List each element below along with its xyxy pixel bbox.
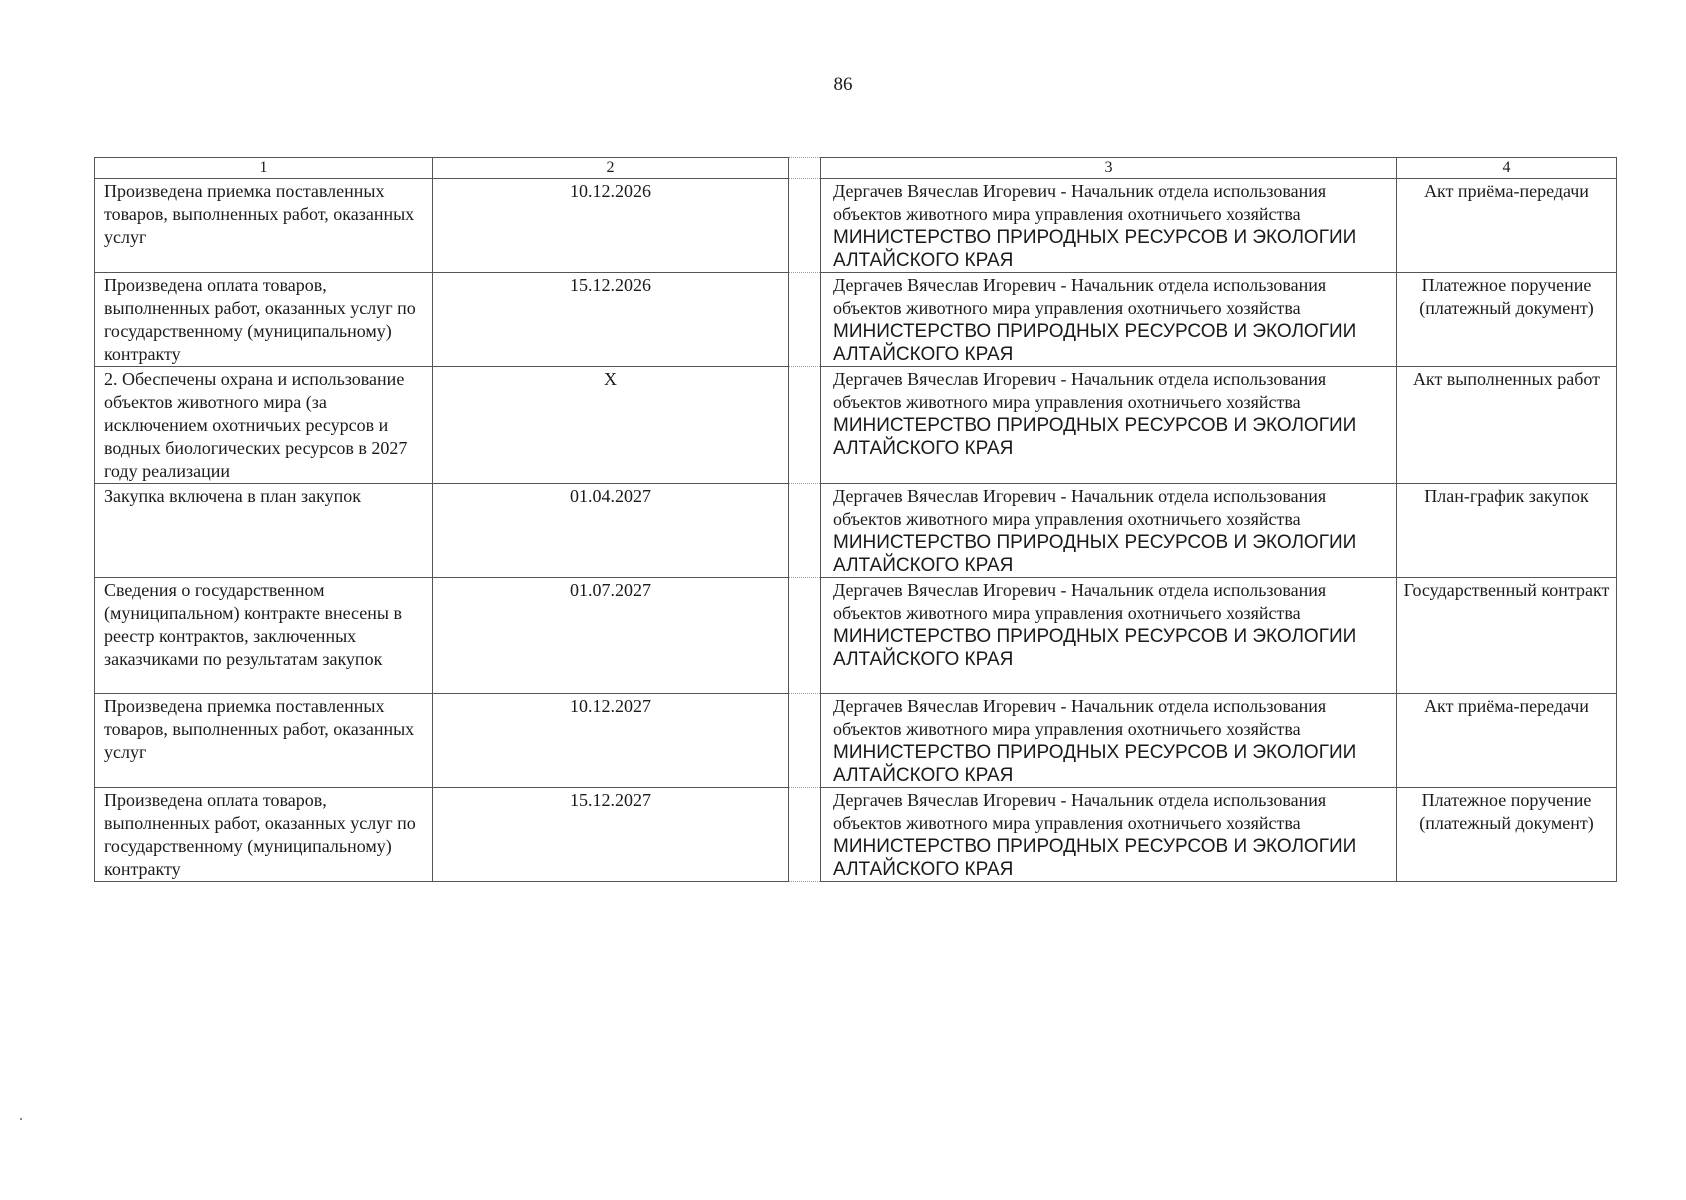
responsible-cell (821, 694, 1397, 788)
date-cell: 10.12.2027 (433, 694, 789, 788)
table-row (95, 367, 1617, 484)
responsible-organization: МИНИСТЕРСТВО ПРИРОДНЫХ РЕСУРСОВ И ЭКОЛОГИИ АЛТАЙСКОГО КРАЯ (833, 227, 1357, 271)
column-gap (789, 273, 821, 367)
responsible-person: Дергачев Вячеслав Игоревич - Начальник отдела использования объектов животного мира управления охотничьего хозяйства (833, 369, 1327, 412)
responsible-organization: МИНИСТЕРСТВО ПРИРОДНЫХ РЕСУРСОВ И ЭКОЛОГИИ АЛТАЙСКОГО КРАЯ (833, 415, 1357, 459)
column-gap (789, 158, 821, 179)
responsible-cell (821, 578, 1397, 694)
date-cell: 01.07.2027 (433, 578, 789, 694)
document-cell: Акт приёма-передачи (1397, 694, 1617, 788)
event-cell: Произведена приемка поставленных товаров, выполненных работ, оказанных услуг (95, 179, 433, 273)
column-header-2: 2 (433, 158, 789, 179)
page-number: 86 (833, 74, 853, 95)
document-cell: Платежное поручение (платежный документ) (1397, 788, 1617, 882)
event-cell: Произведена оплата товаров, выполненных работ, оказанных услуг по государственному (муниципальному) контракту (95, 788, 433, 882)
date-cell: X (433, 367, 789, 484)
responsible-person: Дергачев Вячеслав Игоревич - Начальник отдела использования объектов животного мира управления охотничьего хозяйства (833, 790, 1327, 833)
column-header-3: 3 (821, 158, 1397, 179)
responsible-organization: МИНИСТЕРСТВО ПРИРОДНЫХ РЕСУРСОВ И ЭКОЛОГИИ АЛТАЙСКОГО КРАЯ (833, 836, 1357, 880)
column-gap (789, 367, 821, 484)
responsible-organization: МИНИСТЕРСТВО ПРИРОДНЫХ РЕСУРСОВ И ЭКОЛОГИИ АЛТАЙСКОГО КРАЯ (833, 321, 1357, 365)
event-cell: Сведения о государственном (муниципальном) контракте внесены в реестр контрактов, заключенных заказчиками по результатам закупок (95, 578, 433, 694)
scan-artifact (20, 1118, 22, 1120)
document-cell: Акт приёма-передачи (1397, 179, 1617, 273)
document-cell: Платежное поручение (платежный документ) (1397, 273, 1617, 367)
column-header-4: 4 (1397, 158, 1617, 179)
table-row (95, 788, 1617, 882)
responsible-organization: МИНИСТЕРСТВО ПРИРОДНЫХ РЕСУРСОВ И ЭКОЛОГИИ АЛТАЙСКОГО КРАЯ (833, 532, 1357, 576)
responsible-cell (821, 484, 1397, 578)
event-cell: 2. Обеспечены охрана и использование объектов животного мира (за исключением охотничьих ресурсов и водных биологических ресурсов в 2027 году реализации (95, 367, 433, 484)
event-cell: Закупка включена в план закупок (95, 484, 433, 578)
document-cell: Акт выполненных работ (1397, 367, 1617, 484)
responsible-person: Дергачев Вячеслав Игоревич - Начальник отдела использования объектов животного мира управления охотничьего хозяйства (833, 181, 1327, 224)
responsible-person: Дергачев Вячеслав Игоревич - Начальник отдела использования объектов животного мира управления охотничьего хозяйства (833, 275, 1327, 318)
table-header-row (95, 158, 1617, 179)
document-cell: Государственный контракт (1397, 578, 1617, 694)
responsible-cell (821, 788, 1397, 882)
responsible-organization: МИНИСТЕРСТВО ПРИРОДНЫХ РЕСУРСОВ И ЭКОЛОГИИ АЛТАЙСКОГО КРАЯ (833, 742, 1357, 786)
table-row (95, 179, 1617, 273)
event-cell: Произведена приемка поставленных товаров, выполненных работ, оказанных услуг (95, 694, 433, 788)
table-row (95, 484, 1617, 578)
column-gap (789, 788, 821, 882)
responsible-cell (821, 273, 1397, 367)
event-cell: Произведена оплата товаров, выполненных работ, оказанных услуг по государственному (муниципальному) контракту (95, 273, 433, 367)
date-cell: 10.12.2026 (433, 179, 789, 273)
column-header-1: 1 (95, 158, 433, 179)
responsible-person: Дергачев Вячеслав Игоревич - Начальник отдела использования объектов животного мира управления охотничьего хозяйства (833, 486, 1327, 529)
responsible-person: Дергачев Вячеслав Игоревич - Начальник отдела использования объектов животного мира управления охотничьего хозяйства (833, 696, 1327, 739)
table-row (95, 578, 1617, 694)
date-cell: 01.04.2027 (433, 484, 789, 578)
column-gap (789, 484, 821, 578)
responsible-organization: МИНИСТЕРСТВО ПРИРОДНЫХ РЕСУРСОВ И ЭКОЛОГИИ АЛТАЙСКОГО КРАЯ (833, 626, 1357, 670)
column-gap (789, 179, 821, 273)
control-points-table (94, 157, 1617, 882)
date-cell: 15.12.2026 (433, 273, 789, 367)
responsible-person: Дергачев Вячеслав Игоревич - Начальник отдела использования объектов животного мира управления охотничьего хозяйства (833, 580, 1327, 623)
responsible-cell (821, 179, 1397, 273)
document-cell: План-график закупок (1397, 484, 1617, 578)
column-gap (789, 694, 821, 788)
responsible-cell (821, 367, 1397, 484)
column-gap (789, 578, 821, 694)
date-cell: 15.12.2027 (433, 788, 789, 882)
table-row (95, 694, 1617, 788)
table-row (95, 273, 1617, 367)
